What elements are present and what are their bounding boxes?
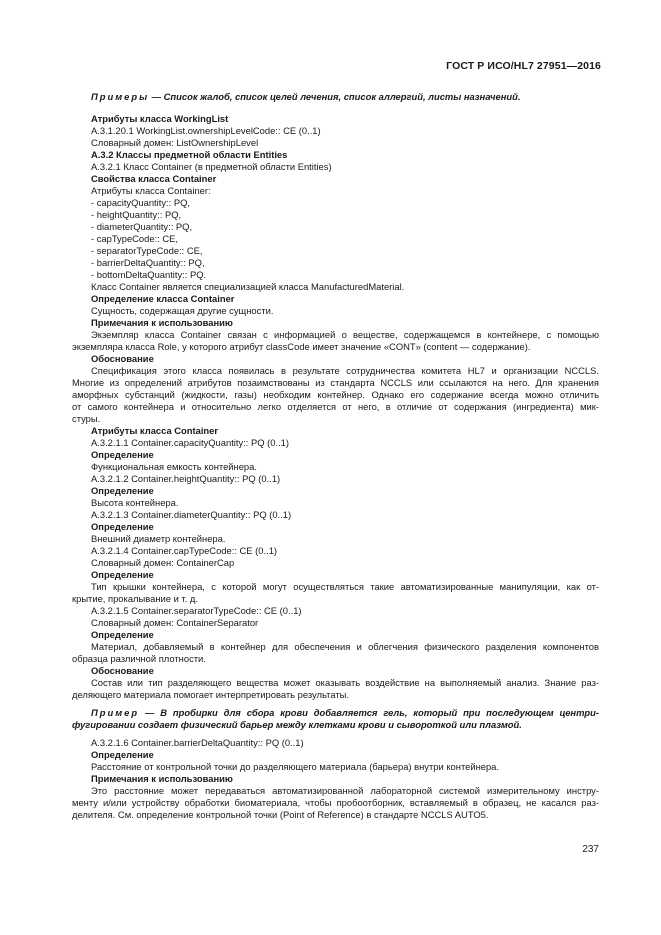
attribute-line: А.3.2.1.1 Container.capacityQuantity:: PQ (0..1)	[91, 437, 290, 448]
attribute-list	[72, 197, 599, 281]
example-text: — Список жалоб, список целей лечения, список аллергий, листы назначений.	[149, 91, 521, 102]
paragraph-line: деляющего материала помогает интерпретировать результаты.	[72, 689, 349, 700]
text-line: Расстояние от контрольной точки до разделяющего материала (барьера) внутри контейнера.	[91, 761, 500, 772]
paragraph-line: Экземпляр класса Container связан с информацией о веществе, содержащемся в контейнере, с помощью	[91, 329, 599, 340]
example-label: Примеры	[91, 91, 150, 102]
document-header: ГОСТ Р ИСО/HL7 27951—2016	[446, 60, 601, 72]
vocabulary-domain: Словарный домен: ListOwnershipLevel	[91, 137, 259, 148]
list-item: - diameterQuantity:: PQ,	[91, 221, 193, 232]
paragraph-line: Тип крышки контейнера, с которой могут осуществляться такие автоматизированные манипуляции, как от-	[91, 581, 599, 592]
attribute-line: А.3.2.1.6 Container.barrierDeltaQuantity:: PQ (0..1)	[91, 737, 304, 748]
paragraph-line: образца различной плотности.	[72, 653, 206, 664]
list-item: - bottomDeltaQuantity:: PQ.	[91, 269, 207, 280]
paragraph-line: Спецификация этого класса появилась в результате сотрудничества комитета HL7 и организации NCCLS.	[91, 365, 599, 376]
paragraph-line: Это расстояние может передаваться автоматизированной лабораторной системой измерительному инстру-	[91, 785, 599, 796]
attribute-line: А.3.2.1.4 Container.capTypeCode:: CE (0..1)	[91, 545, 278, 556]
text-line: Внешний диаметр контейнера.	[91, 533, 226, 544]
example-note-1	[72, 91, 599, 103]
attribute-line: А.3.2.1.3 Container.diameterQuantity:: PQ (0..1)	[91, 509, 292, 520]
list-item: - separatorTypeCode:: CE,	[91, 245, 203, 256]
list-item: - barrierDeltaQuantity:: PQ,	[91, 257, 205, 268]
attribute-line: A.3.1.20.1 WorkingList.ownershipLevelCode:: CE (0..1)	[91, 125, 321, 136]
definition-heading: Определение	[91, 521, 154, 532]
section-heading: Обоснование	[91, 353, 154, 364]
list-item: - capacityQuantity:: PQ,	[91, 197, 190, 208]
example-label: Пример	[91, 707, 140, 718]
section-heading: Примечания к использованию	[91, 773, 233, 784]
text-line: Функциональная емкость контейнера.	[91, 461, 257, 472]
section-heading: Примечания к использованию	[91, 317, 233, 328]
vocabulary-domain: Словарный домен: ContainerSeparator	[91, 617, 259, 628]
example-note-2-continuation: фугировании создает физический барьер между клетками крови и сывороткой или плазмой.	[72, 719, 522, 730]
class-title: А.3.2.1 Класс Container (в предметной области Entities)	[91, 161, 332, 172]
paragraph-line: стуры.	[72, 413, 101, 424]
text-line: Атрибуты класса Container:	[91, 185, 211, 196]
attribute-line: А.3.2.1.2 Container.heightQuantity:: PQ (0..1)	[91, 473, 281, 484]
paragraph-line: Многие из определений атрибутов позаимствованы из стандарта NCCLS или ссылаются на него. Для хранения	[72, 377, 599, 388]
text-line: Класс Container является специализацией класса ManufacturedMaterial.	[91, 281, 405, 292]
definition-heading: Определение	[91, 485, 154, 496]
list-item: - capTypeCode:: CE,	[91, 233, 179, 244]
section-heading: Свойства класса Container	[91, 173, 217, 184]
paragraph-line: крытие, прокалывание и т. д.	[72, 593, 198, 604]
rationale-heading: Обоснование	[91, 665, 154, 676]
page-number: 237	[582, 844, 599, 855]
definition-heading: Определение	[91, 629, 154, 640]
paragraph-line: экземпляра класса Role, у которого атрибут classCode имеет значение «CONT» (content — содержание).	[72, 341, 531, 352]
paragraph-line: Материал, добавляемый в контейнер для обеспечения и облегчения физического разделения компонентов	[91, 641, 599, 652]
section-heading: Атрибуты класса Container	[91, 425, 219, 436]
paragraph-line: менту и/или устройству обработки биоматериала, чтобы пробоотборник, вставляемый в образец, не касался раз-	[72, 797, 599, 808]
attribute-line: А.3.2.1.5 Container.separatorTypeCode:: CE (0..1)	[91, 605, 302, 616]
definition-heading: Определение	[91, 449, 154, 460]
section-heading: А.3.2 Классы предметной области Entities	[91, 149, 288, 160]
page-content	[72, 91, 599, 821]
text-line: Высота контейнера.	[91, 497, 179, 508]
paragraph-line: Состав или тип разделяющего вещества может оказывать воздействие на выполняемый анализ. Знание раз-	[91, 677, 599, 688]
text-line: Сущность, содержащая другие сущности.	[91, 305, 274, 316]
section-heading: Атрибуты класса WorkingList	[91, 113, 229, 124]
list-item: - heightQuantity:: PQ,	[91, 209, 182, 220]
example-text: — В пробирки для сбора крови добавляется гель, который при последующем центри-	[139, 707, 599, 718]
paragraph-line: от самого контейнера и относительно легко отделяется от него, в отличие от содержания (ингредиента) мик-	[72, 401, 599, 412]
section-heading: Определение класса Container	[91, 293, 235, 304]
definition-heading: Определение	[91, 749, 154, 760]
vocabulary-domain: Словарный домен: ContainerCap	[91, 557, 235, 568]
definition-heading: Определение	[91, 569, 154, 580]
example-note-2	[72, 707, 599, 719]
paragraph-line: аморфных субстанций (жидкости, газы) необходим контейнер. Однако его содержание всегда можно отличить	[72, 389, 599, 400]
paragraph-line: делителя. См. определение контрольной точки (Point of Reference) в стандарте NCCLS AUTO5.	[72, 809, 489, 820]
